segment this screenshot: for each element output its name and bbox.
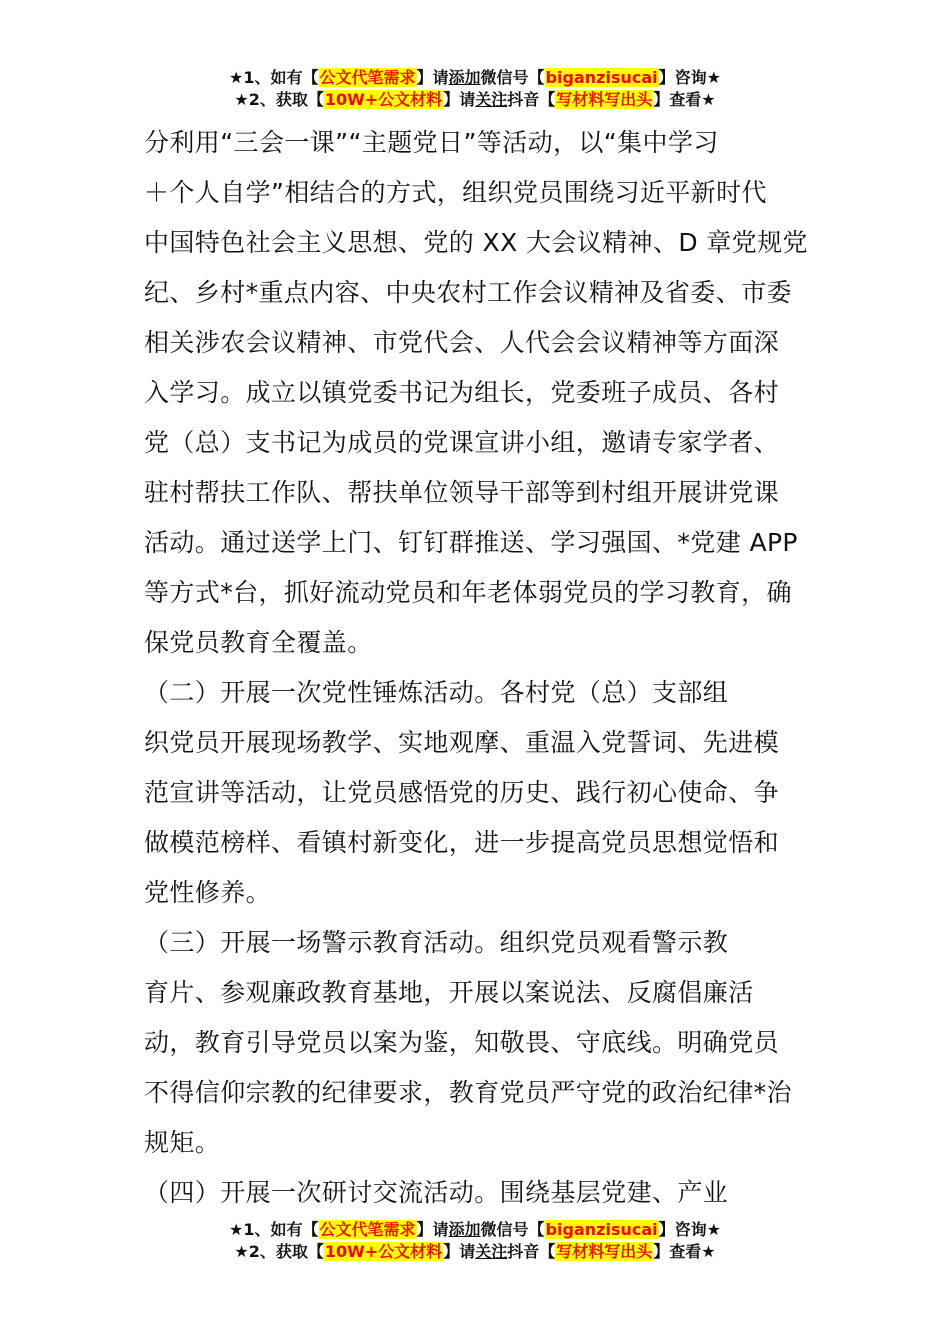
highlight-service: 公文代笔需求 [319,68,416,87]
text-line: 做模范榜样、看镇村新变化，进一步提高党员思想觉悟和 [144,828,780,857]
banner-line-1: ★1、如有【公文代笔需求】请添加微信号【biganzisucai】咨询★ [229,1220,721,1239]
highlight-douyin-account: 写材料写出头 [556,90,653,109]
text-line: 分利用“三会一课”“主题党日”等活动，以“集中学习 [144,128,719,157]
document-body [144,118,808,1218]
text-line: 动，教育引导党员以案为鉴，知敬畏、守底线。明确党员 [144,1028,780,1057]
banner-line-1: ★1、如有【公文代笔需求】请添加微信号【biganzisucai】咨询★ [229,68,721,87]
footer-banner [0,1219,950,1263]
banner-line-2: ★2、获取【10W+公文材料】请关注抖音【写材料写出头】查看★ [234,1242,716,1261]
text-line: 育片、参观廉政教育基地，开展以案说法、反腐倡廉活 [144,978,754,1007]
text-line: 不得信仰宗教的纪律要求，教育党员严守党的政治纪律*治 [144,1078,792,1107]
text-line: 纪、乡村*重点内容、中央农村工作会议精神及省委、市委 [144,278,792,307]
highlight-materials: 10W+公文材料 [324,1242,443,1261]
text-line: 党性修养。 [144,878,272,907]
highlight-materials: 10W+公文材料 [324,90,443,109]
text-line: 织党员开展现场教学、实地观摩、重温入党誓词、先进模 [144,728,780,757]
highlight-wechat-id: biganzisucai [545,1220,658,1239]
highlight-service: 公文代笔需求 [319,1220,416,1239]
text-line: 驻村帮扶工作队、帮扶单位领导干部等到村组开展讲党课 [144,478,780,507]
text-line: 党（总）支书记为成员的党课宣讲小组，邀请专家学者、 [144,428,780,457]
header-banner [0,67,950,111]
text-line: 规矩。 [144,1128,221,1157]
paragraph-heading-2: （二）开展一次党性锤炼活动。各村党（总）支部组 [144,678,729,707]
highlight-wechat-id: biganzisucai [545,68,658,87]
paragraph-heading-4: （四）开展一次研讨交流活动。围绕基层党建、产业 [144,1178,729,1207]
text-line: 等方式*台，抓好流动党员和年老体弱党员的学习教育，确 [144,578,792,607]
text-line: 活动。通过送学上门、钉钉群推送、学习强国、*党建 APP [144,528,798,557]
text-line: 相关涉农会议精神、市党代会、人代会会议精神等方面深 [144,328,780,357]
highlight-douyin-account: 写材料写出头 [556,1242,653,1261]
text-line: 保党员教育全覆盖。 [144,628,373,657]
text-line: 范宣讲等活动，让党员感悟党的历史、践行初心使命、争 [144,778,780,807]
text-line: ＋个人自学”相结合的方式，组织党员围绕习近平新时代 [144,178,767,207]
paragraph-heading-3: （三）开展一场警示教育活动。组织党员观看警示教 [144,928,729,957]
text-line: 中国特色社会主义思想、党的 XX 大会议精神、D 章党规党 [144,228,808,257]
banner-line-2: ★2、获取【10W+公文材料】请关注抖音【写材料写出头】查看★ [234,90,716,109]
text-line: 入学习。成立以镇党委书记为组长，党委班子成员、各村 [144,378,780,407]
